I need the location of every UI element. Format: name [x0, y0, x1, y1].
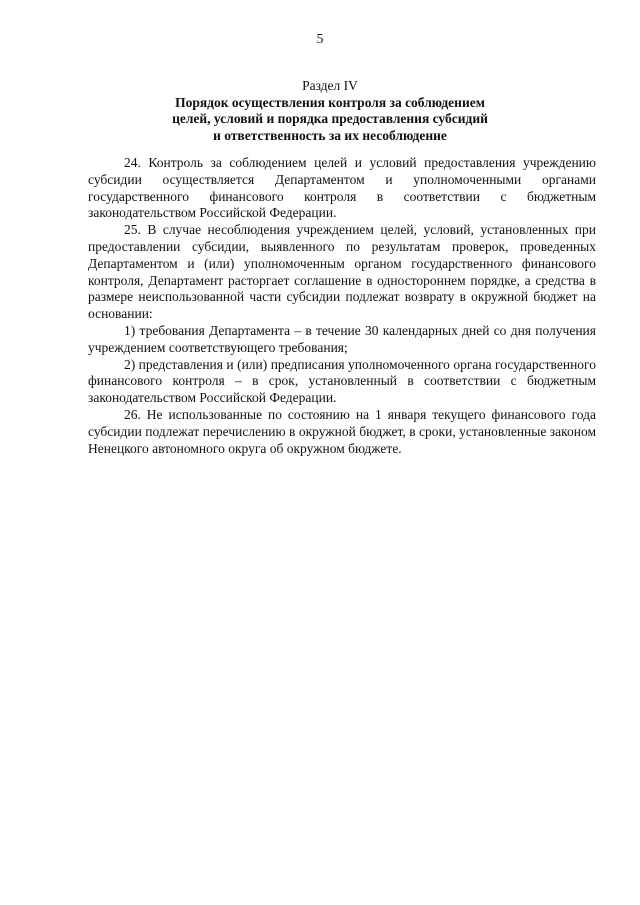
section-title-line-2: целей, условий и порядка предоставления субсидий	[172, 111, 488, 126]
page-number: 5	[316, 31, 324, 46]
paragraph-25: 25. В случае несоблюдения учреждением целей, условий, установленных при предоставлении субсидии, выявленного по результатам проверок, проведенных Департаментом и (или) уполномоченным органом государственного финансового контроля, Департамент расторгает соглашение в одностороннем порядке, а средства в размере неиспользованной части субсидии подлежат возврату в окружной бюджет на основании:	[88, 222, 596, 322]
section-body	[88, 155, 596, 457]
paragraph-25-item-2: 2) представления и (или) предписания уполномоченного органа государственного финансового контроля – в срок, установленный в соответствии с бюджетным законодательством Российской Федерации.	[88, 356, 596, 406]
section-title-line-1: Порядок осуществления контроля за соблюдением	[175, 94, 485, 110]
paragraph-26: 26. Не использованные по состоянию на 1 января текущего финансового года субсидии подлежат перечислению в окружной бюджет, в сроки, установленные законом Ненецкого автономного округа об окружном бюджете.	[88, 406, 596, 456]
paragraph-25-item-1: 1) требования Департамента – в течение 30 календарных дней со дня получения учреждением соответствующего требования;	[88, 322, 596, 355]
section-header	[120, 78, 540, 144]
section-title-line-3: и ответственность за их несоблюдение	[213, 127, 447, 143]
paragraph-24: 24. Контроль за соблюдением целей и условий предоставления учреждению субсидии осуществляется Департаментом и уполномоченными органами государственного финансового контроля в соответствии с бюджетным законодательством Российской Федерации.	[88, 155, 596, 221]
section-label: Раздел IV	[302, 78, 358, 93]
